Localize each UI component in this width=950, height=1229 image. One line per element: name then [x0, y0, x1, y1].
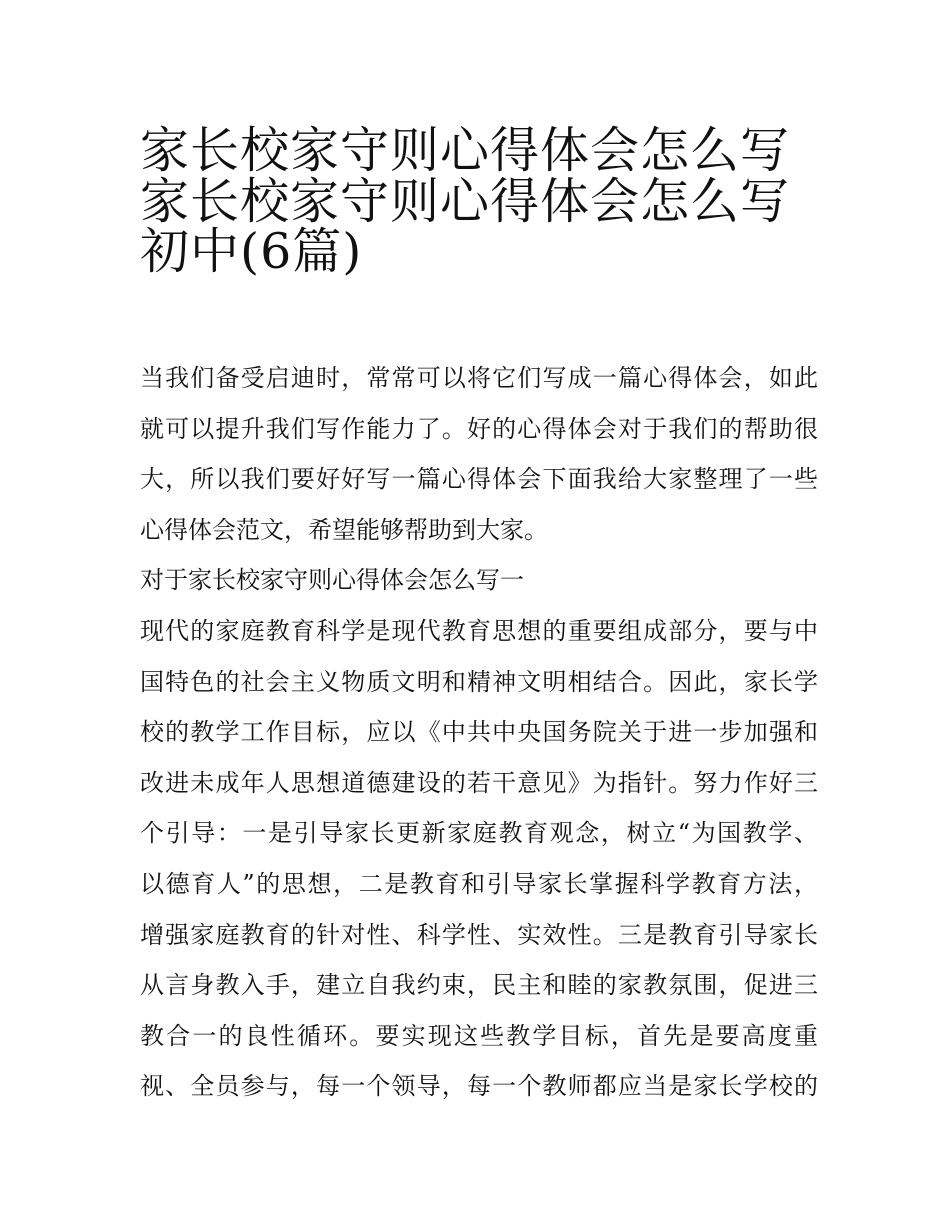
body-line: 心得体会范文，希望能够帮助到大家。 — [140, 515, 548, 544]
title-line-3: 初中(6篇) — [140, 223, 363, 281]
body-line: 视、全员参与，每一个领导，每一个教师都应当是家长学校的 — [140, 1072, 818, 1101]
body-line: 国特色的社会主义物质文明和精神文明相结合。因此，家长学 — [140, 667, 818, 696]
document-title — [140, 112, 820, 281]
body-line: 现代的家庭教育科学是现代教育思想的重要组成部分，要与中 — [140, 616, 818, 645]
body-line: 改进未成年人思想道德建设的若干意见》为指针。努力作好三 — [140, 768, 818, 797]
body-line: 就可以提升我们写作能力了。好的心得体会对于我们的帮助很 — [140, 414, 818, 443]
body-line: 教合一的良性循环。要实现这些教学目标，首先是要高度重 — [140, 1021, 818, 1050]
body-line: 从言身教入手，建立自我约束，民主和睦的家教氛围，促进三 — [140, 971, 818, 1000]
title-line-1: 家长校家守则心得体会怎么写 — [140, 122, 791, 179]
title-line-2: 家长校家守则心得体会怎么写 — [140, 172, 791, 230]
body-line: 当我们备受启迪时，常常可以将它们写成一篇心得体会，如此 — [140, 364, 818, 392]
body-line: 以德育人”的思想，二是教育和引导家长掌握科学教育方法， — [140, 869, 818, 898]
section-heading: 对于家长校家守则心得体会怎么写一 — [140, 566, 524, 595]
document-body — [140, 353, 818, 1112]
body-line: 大，所以我们要好好写一篇心得体会下面我给大家整理了一些 — [140, 465, 818, 494]
body-line: 校的教学工作目标，应以《中共中央国务院关于进一步加强和 — [140, 718, 818, 747]
body-line: 个引导：一是引导家长更新家庭教育观念，树立“为国教学、 — [140, 819, 818, 848]
body-line: 增强家庭教育的针对性、科学性、实效性。三是教育引导家长 — [140, 920, 818, 949]
